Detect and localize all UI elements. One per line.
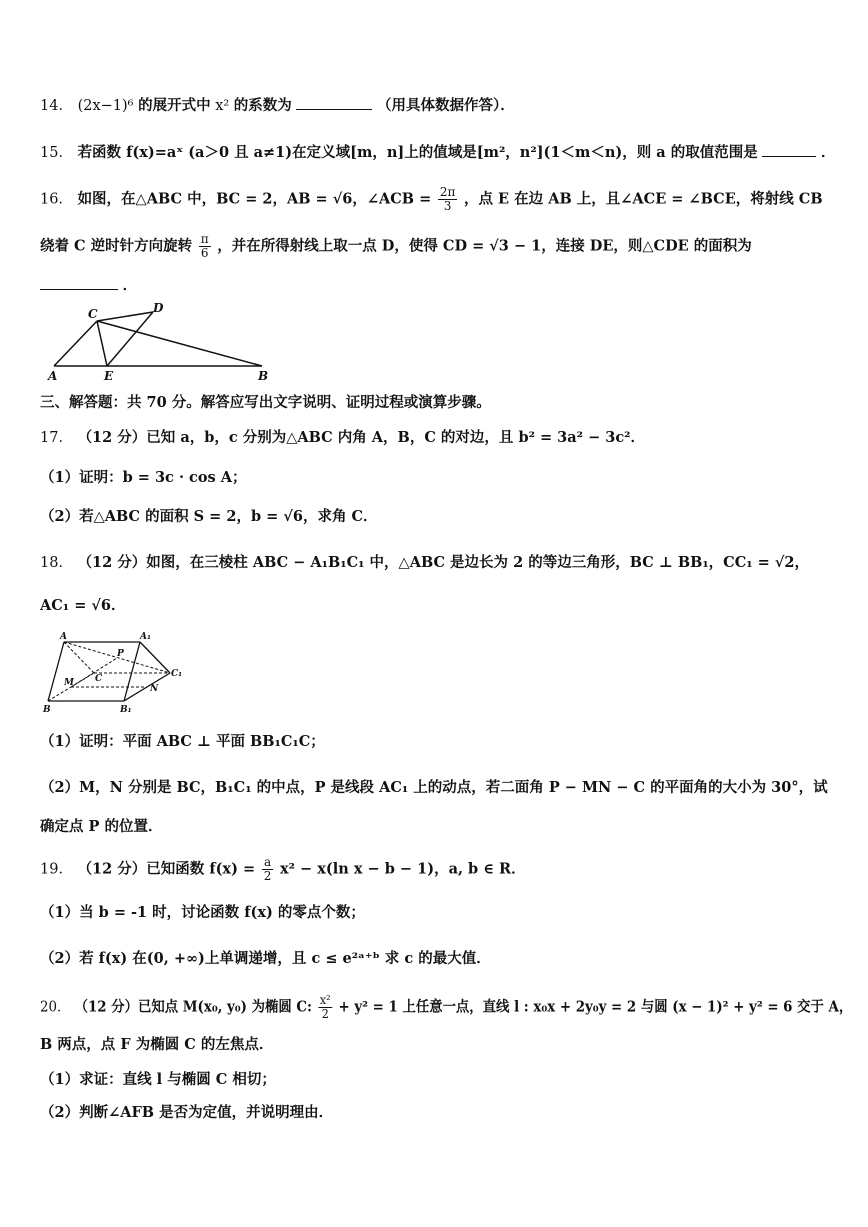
fraction	[199, 233, 211, 260]
question-number: 17．	[40, 430, 73, 446]
fraction-numerator: a	[262, 856, 274, 870]
question-number: 15．	[40, 145, 73, 161]
question-text: （12 分）如图，在三棱柱 ABC − A₁B₁C₁ 中，△ABC 是边长为 2 的等边三角形，BC ⊥ BB₁，CC₁ = √2，	[77, 554, 809, 571]
question-15	[40, 143, 835, 163]
fraction-denominator: 6	[200, 246, 209, 260]
fraction-denominator: 3	[443, 199, 452, 213]
answer-blank	[296, 108, 372, 110]
question-17-part-2: （2）若△ABC 的面积 S = 2，b = √6，求角 C．	[40, 508, 378, 525]
question-16-line-1	[40, 186, 823, 213]
question-text: 如图，在△ABC 中，BC = 2，AB = √6，∠ACB =	[77, 190, 432, 208]
question-number: 19．	[40, 861, 73, 878]
question-17-part-1: （1）证明：b = 3c · cos A；	[40, 469, 247, 486]
question-text: 的展开式中	[138, 97, 211, 114]
segment-cd	[97, 312, 153, 321]
vertex-label-c: C	[95, 674, 103, 684]
question-text: + y² = 1 上任意一点，直线 l : x₀x + 2y₀y = 2 与圆 (x − 1)² + y² = 6 交于 A，	[338, 998, 853, 1016]
question-text: 的系数为	[233, 97, 292, 114]
question-text: ，点 E 在边 AB 上，且∠ACE = ∠BCE，将射线 CB	[464, 190, 823, 208]
vertex-label-c1: C₁	[171, 669, 183, 679]
section-heading: 三、解答题：共 70 分。解答应写出文字说明、证明过程或演算步骤。	[40, 394, 491, 411]
question-number: 16．	[40, 191, 73, 208]
question-end: ．	[820, 144, 836, 161]
question-19-part-2: （2）若 f(x) 在(0, +∞)上单调递增，且 c ≤ e²ᵃ⁺ᵇ 求 c 的最大值．	[40, 950, 491, 967]
fraction-numerator: 2π	[439, 185, 456, 199]
question-text: 若函数 f(x)=aˣ (a＞0 且 a≠1)在定义域[m，n]上的值域是[m²，n²](1＜m＜n)，则 a 的取值范围是	[77, 144, 758, 161]
vertex-label-c: C	[88, 307, 98, 321]
question-number: 18．	[40, 555, 73, 571]
vertex-label-e: E	[104, 369, 114, 382]
question-19-head	[40, 856, 526, 883]
question-text: （12 分）已知 a，b，c 分别为△ABC 内角 A，B，C 的对边，且 b² = 3a² − 3c²．	[77, 429, 646, 446]
question-18-head-2: AC₁ = √6．	[40, 597, 126, 614]
question-text: ，并在所得射线上取一点 D，使得 CD = √3 − 1，连接 DE，则△CDE 的面积为	[217, 237, 752, 255]
segment-cb	[97, 321, 262, 366]
point-label-n: N	[150, 684, 159, 694]
vertex-label-b: B	[258, 369, 269, 382]
fraction-numerator: x²	[319, 993, 331, 1007]
segment-ac	[54, 321, 97, 366]
point-label-p: P	[117, 649, 124, 659]
question-text: 绕着 C 逆时针方向旋转	[40, 237, 193, 255]
question-18-part-2-b: 确定点 P 的位置．	[40, 818, 163, 835]
question-number: 20．	[40, 999, 71, 1016]
vertex-label-b: B	[43, 705, 51, 715]
question-16-line-2	[40, 233, 752, 260]
question-18-part-1: （1）证明：平面 ABC ⊥ 平面 BB₁C₁C；	[40, 733, 325, 750]
answer-blank	[40, 288, 118, 290]
question-14	[40, 96, 515, 116]
question-text: （用具体数据作答）．	[377, 97, 515, 114]
math-variable: x²	[215, 98, 230, 114]
question-end: ．	[122, 277, 138, 294]
fraction	[262, 856, 274, 883]
math-expression: (2x−1)⁶	[77, 98, 134, 114]
question-text: （12 分）已知函数 f(x) =	[77, 860, 256, 878]
segment-de	[107, 312, 153, 366]
vertex-label-b1: B₁	[120, 705, 132, 715]
vertex-label-a: A	[48, 369, 58, 382]
triangle-figure-q16	[40, 300, 280, 382]
vertex-label-d: D	[153, 301, 164, 315]
question-text: （12 分）已知点 M(x₀, y₀) 为椭圆 C:	[74, 998, 312, 1016]
question-20-part-2: （2）判断∠AFB 是否为定值，并说明理由．	[40, 1104, 334, 1121]
fraction-numerator: π	[200, 232, 209, 246]
question-number: 14．	[40, 98, 73, 114]
answer-blank	[762, 155, 816, 157]
fraction	[438, 186, 458, 213]
question-text: x² − x(ln x − b − 1)，a, b ∈ R．	[280, 860, 526, 878]
question-20-part-1: （1）求证：直线 l 与椭圆 C 相切；	[40, 1071, 276, 1088]
point-label-m: M	[64, 678, 74, 688]
question-17-head	[40, 428, 645, 448]
fraction-denominator: 2	[321, 1007, 329, 1021]
question-16-line-3	[40, 276, 137, 296]
vertex-label-a: A	[60, 632, 67, 642]
segment-ce	[97, 321, 107, 366]
question-19-part-1: （1）当 b = -1 时，讨论函数 f(x) 的零点个数；	[40, 904, 365, 921]
vertex-label-a1: A₁	[140, 632, 151, 642]
question-20-head-2: B 两点，点 F 为椭圆 C 的左焦点．	[40, 1036, 274, 1053]
question-18-head	[40, 553, 809, 573]
question-20-head	[40, 994, 852, 1021]
prism-figure-q18	[40, 628, 200, 716]
edge-a1-c1	[140, 642, 170, 673]
question-18-part-2-a: （2）M，N 分别是 BC，B₁C₁ 的中点，P 是线段 AC₁ 上的动点，若二面角 P − MN − C 的平面角的大小为 30°，试	[40, 779, 828, 796]
fraction	[318, 994, 332, 1021]
fraction-denominator: 2	[263, 869, 272, 883]
